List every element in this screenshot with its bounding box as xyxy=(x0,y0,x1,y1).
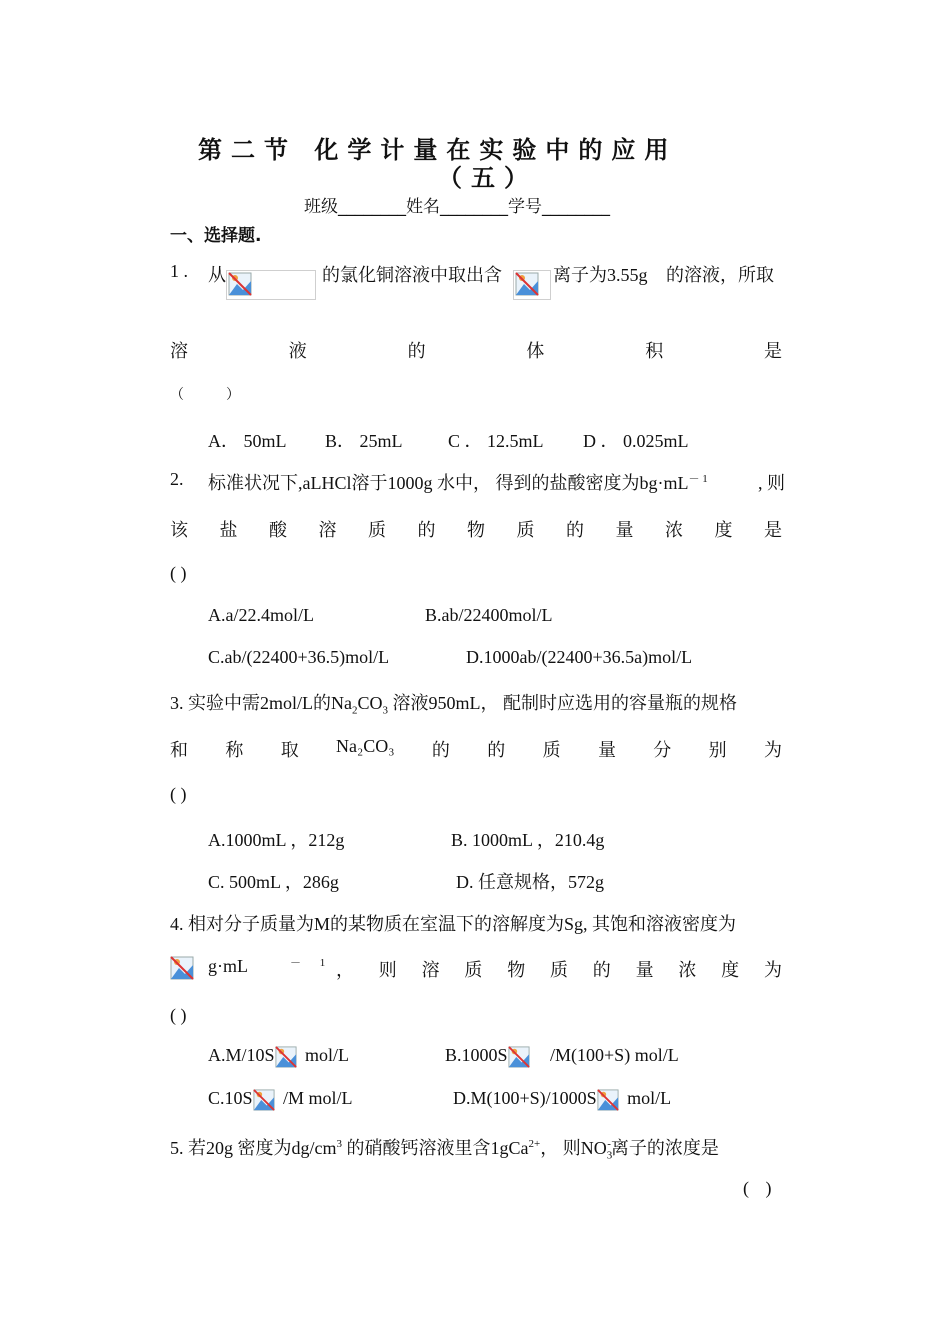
text-char: 积 xyxy=(645,341,664,361)
question-text-part: 的硝酸钙溶液里含1gCa xyxy=(342,1138,529,1158)
question-number: 2. xyxy=(170,469,184,489)
option-d xyxy=(453,1088,671,1111)
text-char: 量 xyxy=(597,740,616,760)
option-d: D ． 0.025mL xyxy=(583,431,689,451)
option-c: C.ab/(22400+36.5)mol/L xyxy=(208,647,390,667)
text-char: 溶 xyxy=(170,341,188,361)
option-text: D.M(100+S)/1000S xyxy=(453,1088,597,1108)
answer-parentheses: ( ) xyxy=(170,563,187,583)
text-char: 的 xyxy=(592,960,611,980)
option-a xyxy=(208,1045,349,1068)
text-char: 别 xyxy=(708,740,727,760)
option-text: C.10S xyxy=(208,1088,253,1108)
page-title: 第二节 化学计量在实验中的应用 xyxy=(198,136,678,164)
broken-image-icon xyxy=(515,272,539,296)
text-char: 质 xyxy=(542,740,561,760)
option-b xyxy=(445,1045,679,1068)
option-a: A.1000mL ，212g xyxy=(208,830,345,850)
question-number: 1 . xyxy=(170,261,188,281)
broken-image-icon xyxy=(228,272,252,296)
text-char: 则 xyxy=(378,960,397,980)
section-heading: 一、选择题. xyxy=(170,226,262,246)
text-char: 物 xyxy=(467,520,485,540)
text-char: 是 xyxy=(764,520,782,540)
text-char: 度 xyxy=(714,520,733,540)
question-text xyxy=(170,689,737,717)
option-d: D.1000ab/(22400+36.5a)mol/L xyxy=(466,647,693,667)
text-char: 分 xyxy=(653,740,672,760)
broken-image-icon xyxy=(275,1046,297,1068)
text-char: 为 xyxy=(763,960,782,980)
option-d: D. 任意规格，572g xyxy=(456,872,604,892)
option-text: /M(100+S) mol/L xyxy=(550,1045,679,1065)
student-info-line: 班级________姓名________学号________ xyxy=(304,197,610,217)
text-char: 度 xyxy=(721,960,740,980)
text-char: 液 xyxy=(288,341,307,361)
text-char: 体 xyxy=(526,341,545,361)
page-subtitle: （五） xyxy=(438,164,537,192)
option-text: B.1000S xyxy=(445,1045,508,1065)
text-char: ， xyxy=(336,960,354,980)
question-text xyxy=(170,1134,719,1162)
text-char: 盐 xyxy=(219,520,238,540)
text-char: 的 xyxy=(487,740,506,760)
superscript: － 1 xyxy=(290,957,334,969)
formula-image-placeholder xyxy=(226,270,316,300)
question-text-justified xyxy=(170,736,782,762)
question-text xyxy=(208,469,708,495)
text-char: 取 xyxy=(280,740,299,760)
question-text: 从 xyxy=(208,265,226,285)
formula-image-placeholder xyxy=(170,956,194,985)
subscript: 3 xyxy=(606,1149,613,1162)
superscript: 2+ xyxy=(528,1138,541,1150)
option-text: /M mol/L xyxy=(283,1088,353,1108)
answer-parentheses: ( ) xyxy=(170,784,187,804)
question-text-main: 标准状况下,aLHCl溶于1000g 水中， 得到的盐酸密度为bg·mL xyxy=(208,473,689,493)
question-text: 4. 相对分子质量为M的某物质在室温下的溶解度为Sg, 其饱和溶液密度为 xyxy=(170,914,737,934)
question-text-justified xyxy=(170,516,782,542)
text-char: 物 xyxy=(507,960,526,980)
question-text-part: ， 则NO xyxy=(540,1138,607,1158)
text-char: 质 xyxy=(549,960,568,980)
question-text: 的氯化铜溶液中取出含 xyxy=(322,265,502,285)
text-char: 质 xyxy=(368,520,386,540)
text-char: 称 xyxy=(225,740,244,760)
text-char: 质 xyxy=(464,960,483,980)
text-char: 的 xyxy=(417,520,436,540)
chemical-formula: Na₂CO₃ xyxy=(336,736,395,756)
option-a: A． 50mL xyxy=(208,431,287,451)
text-char: 该 xyxy=(170,520,188,540)
question-text-part: 3. 实验中需2mol/L的Na xyxy=(170,693,352,713)
question-text-part: 离子的浓度是 xyxy=(610,1138,719,1158)
unit-text: g·mL xyxy=(208,956,248,976)
formula-image-placeholder xyxy=(513,270,551,300)
question-text: 离子为3.55g xyxy=(553,265,648,285)
option-c: C ． 12.5mL xyxy=(448,431,544,451)
text-char: 酸 xyxy=(269,520,287,540)
text-char: 为 xyxy=(763,740,782,760)
question-text-part: CO xyxy=(357,693,383,713)
answer-parentheses: ( ) xyxy=(170,1005,187,1025)
option-text: mol/L xyxy=(627,1088,672,1108)
text-char: 的 xyxy=(407,341,426,361)
option-text: A.M/10S xyxy=(208,1045,275,1065)
option-b: B.ab/22400mol/L xyxy=(425,605,553,625)
option-text: mol/L xyxy=(305,1045,350,1065)
broken-image-icon xyxy=(508,1046,530,1068)
broken-image-icon xyxy=(253,1089,275,1111)
text-char: 的 xyxy=(431,740,450,760)
text-char: 是 xyxy=(763,341,782,361)
text-char: 浓 xyxy=(665,520,683,540)
option-b: B. 1000mL ，210.4g xyxy=(451,830,605,850)
text-char: 量 xyxy=(635,960,654,980)
superscript: - xyxy=(607,1138,611,1150)
answer-parentheses: （ ） xyxy=(170,388,240,403)
superscript: 3 xyxy=(336,1138,342,1150)
text-char: 溶 xyxy=(421,960,440,980)
option-c xyxy=(208,1088,353,1111)
text-char: 质 xyxy=(516,520,535,540)
text-char: 的 xyxy=(566,520,584,540)
answer-parentheses: ( ) xyxy=(743,1178,778,1198)
text-char: 溶 xyxy=(318,520,337,540)
subscript: 3 xyxy=(382,704,389,717)
option-b: B． 25mL xyxy=(325,431,403,451)
text-char: 和 xyxy=(170,740,188,760)
broken-image-icon xyxy=(170,956,194,980)
question-text-part: 溶液950mL， 配制时应选用的容量瓶的规格 xyxy=(388,693,738,713)
question-text: 的溶液，所取 xyxy=(666,265,774,285)
question-text-part: 5. 若20g 密度为dg/cm xyxy=(170,1138,337,1158)
text-char: 浓 xyxy=(678,960,697,980)
broken-image-icon xyxy=(597,1089,619,1111)
subscript: 2 xyxy=(352,704,358,717)
question-text-justified xyxy=(170,337,782,363)
option-c: C. 500mL ，286g xyxy=(208,872,339,892)
question-text-justified xyxy=(336,956,782,982)
option-a: A.a/22.4mol/L xyxy=(208,605,314,625)
question-text: , 则 xyxy=(758,473,785,493)
text-char: 量 xyxy=(615,520,634,540)
superscript: － 1 xyxy=(688,473,708,485)
